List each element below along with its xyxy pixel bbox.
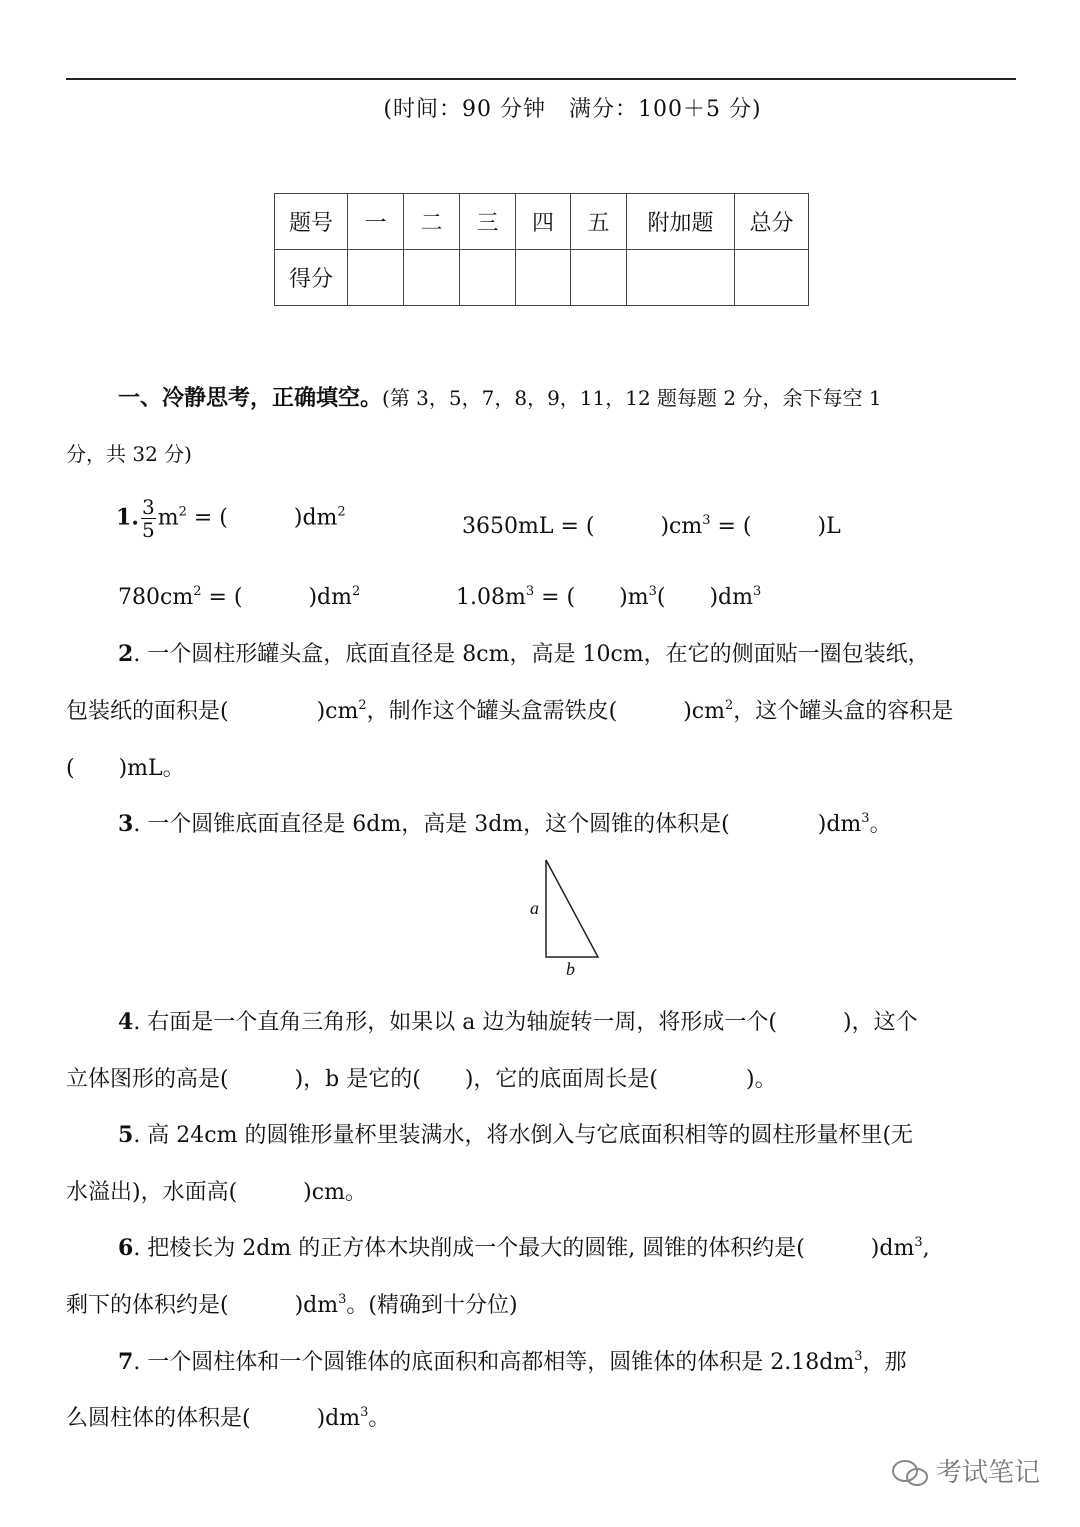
score-input-cell[interactable] <box>404 250 460 306</box>
score-input-cell[interactable] <box>735 250 809 306</box>
top-rule <box>66 78 1016 80</box>
superscript: 3 <box>753 584 762 599</box>
q1-part-d <box>456 580 761 611</box>
q1-d-text: 1.08m <box>456 585 526 610</box>
right-triangle-figure <box>520 855 620 985</box>
q4-number: 4 <box>118 1009 134 1035</box>
q6-line1-end: , <box>922 1236 930 1261</box>
q1-part-c <box>118 580 360 611</box>
superscript: 3 <box>702 513 711 528</box>
score-cell: 题号 <box>275 194 348 250</box>
q1-part-a <box>116 496 346 541</box>
score-table <box>274 193 809 306</box>
score-cell: 二 <box>404 194 460 250</box>
q6-line2 <box>66 1288 518 1319</box>
superscript: 2 <box>725 698 734 713</box>
q2-line2a: 包装纸的面积是( )cm <box>66 699 359 724</box>
q7-number: 7 <box>118 1349 134 1375</box>
score-cell: 总分 <box>735 194 809 250</box>
q7-line2-text: 么圆柱体的体积是( )dm <box>66 1406 361 1431</box>
superscript: 2 <box>178 504 187 520</box>
q3-line <box>118 807 892 838</box>
score-cell: 五 <box>571 194 627 250</box>
q6-number: 6 <box>118 1235 134 1261</box>
q3-end: 。 <box>869 812 892 837</box>
fraction-numerator: 3 <box>141 495 155 519</box>
q1-b-text: 3650mL = ( )cm <box>462 514 703 539</box>
superscript: 3 <box>338 1292 347 1307</box>
q1-c-tail: = ( )dm <box>201 585 352 610</box>
superscript: 3 <box>914 1235 923 1250</box>
score-table-score-row <box>275 250 809 306</box>
right-triangle-shape <box>546 860 598 957</box>
score-input-cell[interactable] <box>516 250 571 306</box>
q5-line2: 水溢出)，水面高( )cm。 <box>66 1180 367 1205</box>
q6-line1-text: . 把棱长为 2dm 的正方体木块削成一个最大的圆锥, 圆锥的体积约是( )dm <box>133 1236 915 1261</box>
q1-c-text: 780cm <box>118 585 194 610</box>
superscript: 3 <box>648 584 657 599</box>
q1-d-mid2: ( )dm <box>656 585 753 610</box>
q2-line2b: ，制作这个罐头盒需铁皮( )cm <box>366 699 725 724</box>
triangle-label-b: b <box>566 959 575 979</box>
q1-number: 1. <box>116 504 139 531</box>
q1-a-tail: = ( )dm <box>186 505 338 531</box>
wechat-icon <box>890 1458 930 1488</box>
q6-line2-text: 剩下的体积约是( )dm <box>66 1293 339 1318</box>
score-input-cell[interactable] <box>627 250 735 306</box>
superscript: 2 <box>337 504 346 520</box>
score-input-cell[interactable] <box>348 250 404 306</box>
q2-line2 <box>66 694 953 725</box>
score-table-header-row <box>275 194 809 250</box>
fraction-3-5 <box>141 496 156 541</box>
superscript: 3 <box>360 1405 369 1420</box>
superscript: 3 <box>525 584 535 599</box>
q1-b-tail: = ( )L <box>710 514 841 539</box>
superscript: 2 <box>352 584 361 599</box>
q5-line1 <box>118 1118 913 1149</box>
q2-line2c: ，这个罐头盒的容积是 <box>733 699 954 724</box>
triangle-label-a: a <box>530 898 539 918</box>
q1-d-mid: = ( )m <box>534 585 649 610</box>
q2-line3: ( )mL。 <box>66 756 185 781</box>
score-input-cell[interactable] <box>571 250 627 306</box>
fraction-denominator: 5 <box>141 518 155 542</box>
section1-title: 一、冷静思考，正确填空。 <box>118 385 383 411</box>
q7-line2-end: 。 <box>368 1406 391 1431</box>
q3-text: . 一个圆锥底面直径是 6dm，高是 3dm，这个圆锥的体积是( )dm <box>133 812 862 837</box>
q6-line2-end: 。(精确到十分位) <box>346 1293 518 1318</box>
q7-line2 <box>66 1401 390 1432</box>
q5-number: 5 <box>118 1122 134 1148</box>
q7-line1-text: . 一个圆柱体和一个圆锥体的底面积和高都相等，圆锥体的体积是 2.18dm <box>133 1350 855 1375</box>
section1-note: (第 3，5，7，8，9，11，12 题每题 2 分，余下每空 1 <box>382 386 882 410</box>
q4-line1 <box>118 1005 918 1036</box>
superscript: 2 <box>193 584 202 599</box>
q5-line1-text: . 高 24cm 的圆锥形量杯里装满水，将水倒入与它底面积相等的圆柱形量杯里(无 <box>133 1123 914 1148</box>
q4-line1-text: . 右面是一个直角三角形，如果以 a 边为轴旋转一周，将形成一个( )，这个 <box>133 1010 918 1035</box>
score-cell: 四 <box>516 194 571 250</box>
superscript: 3 <box>861 811 870 826</box>
exam-header: (时间：90 分钟 满分：100＋5 分) <box>383 97 762 122</box>
superscript: 3 <box>854 1349 863 1364</box>
q2-number: 2 <box>118 641 134 667</box>
q3-number: 3 <box>118 811 134 837</box>
q4-line2: 立体图形的高是( )，b 是它的( )，它的底面周长是( )。 <box>66 1067 777 1092</box>
q7-line1-end: ，那 <box>862 1350 907 1375</box>
score-cell: 附加题 <box>627 194 735 250</box>
q1-part-b <box>462 509 841 540</box>
q2-line1 <box>118 637 930 668</box>
score-cell: 三 <box>460 194 516 250</box>
q1-a-unit: m <box>157 505 179 531</box>
score-cell: 一 <box>348 194 404 250</box>
section1-heading <box>118 381 882 412</box>
score-input-cell[interactable] <box>460 250 516 306</box>
score-label-cell: 得分 <box>275 250 348 306</box>
watermark-text: 考试笔记 <box>936 1458 1041 1488</box>
section1-note-cont: 分，共 32 分) <box>66 442 192 466</box>
q2-line1-text: . 一个圆柱形罐头盒，底面直径是 8cm，高是 10cm，在它的侧面贴一圈包装纸， <box>133 642 930 667</box>
superscript: 2 <box>358 698 367 713</box>
q7-line1 <box>118 1345 907 1376</box>
q6-line1 <box>118 1231 930 1262</box>
